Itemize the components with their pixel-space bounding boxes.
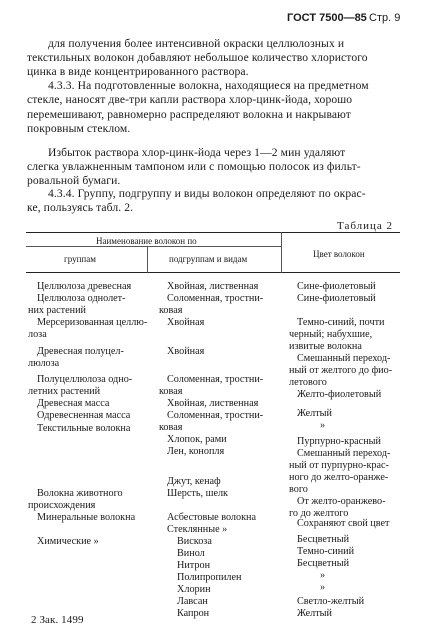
table-cell: го до желтого — [289, 508, 349, 519]
table-caption: Таблица 2 — [337, 220, 394, 232]
table-cell: Светло-желтый — [297, 596, 365, 607]
table-col-divider — [147, 246, 148, 273]
table-header-rule — [26, 272, 400, 273]
table-cell: От желто-оранжево- — [297, 496, 386, 507]
table-cell: Вискоза — [177, 536, 212, 547]
table-cell: Хлорин — [177, 584, 211, 595]
table-cell: Лен, конопля — [167, 446, 225, 457]
table-cell: ный от желтого до фио- — [289, 365, 393, 376]
text-line: Избыток раствора хлор-цинк-йода через 1—2 мин удаляют — [48, 146, 346, 159]
table-cell: Хвойная — [167, 346, 205, 357]
table-cell: Хвойная, лиственная — [167, 281, 259, 292]
table-cell: Желтый — [297, 408, 332, 419]
table-cell: Хвойная — [167, 317, 205, 328]
table-cell: летних растений — [28, 386, 101, 397]
table-cell: Сохраняют свой цвет — [297, 518, 390, 529]
table-cell: Минеральные волокна — [37, 512, 136, 523]
table-cell: них растений — [28, 305, 87, 316]
text-line: покровным стеклом. — [27, 122, 131, 135]
table-cell: Темно-синий, почти — [297, 317, 385, 328]
footer-order: 2 Зак. 1499 — [31, 614, 84, 626]
table-cell: Лавсан — [177, 596, 208, 607]
table-cell: Шерсть, шелк — [167, 488, 229, 499]
table-cell: Джут, кенаф — [167, 476, 221, 487]
table-cell: Сине-фиолетовый — [297, 281, 376, 292]
text-line: перемешивают, равномерно распределяют волокна и накрывают — [27, 108, 351, 121]
table-cell: люлоза — [28, 358, 60, 369]
table-cell: Желтый — [297, 608, 332, 619]
table-cell: Темно-синий — [297, 546, 355, 557]
table-cell: Мерсеризованная целлю- — [37, 317, 148, 328]
table-header-group: Наименование волокон по — [96, 236, 197, 246]
table-cell: ковая — [159, 305, 183, 316]
table-cell: ковая — [159, 422, 183, 433]
text-line: ке, пользуясь табл. 2. — [27, 201, 134, 214]
table-cell: » — [320, 570, 326, 581]
table-top-rule — [26, 232, 400, 233]
table-cell: Винол — [177, 548, 205, 559]
table-cell: Древесная полуцел- — [37, 346, 124, 357]
table-cell: Полуцеллюлоза одно- — [37, 374, 133, 385]
table-cell: летового — [289, 377, 327, 388]
table-cell: Бесцветный — [297, 534, 350, 545]
table-cell: ного до желто-оранже- — [289, 472, 389, 483]
table-cell: » — [320, 420, 326, 431]
table-cell: » — [320, 582, 326, 593]
table-cell: ный от пурпурно-крас- — [289, 460, 389, 471]
table-cell: Стеклянные » — [167, 524, 228, 535]
table-cell: Соломенная, тростни- — [167, 374, 264, 385]
table-cell: Сине-фиолетовый — [297, 293, 376, 304]
table-cell: Древесная масса — [37, 398, 110, 409]
table-header-subgroups: подгруппам и видам — [169, 254, 248, 264]
table-cell: Смешанный переход- — [297, 353, 391, 364]
table-cell: Желто-фиолетовый — [297, 389, 382, 400]
standard-number: ГОСТ 7500—85 — [287, 12, 367, 24]
table-cell: происхождения — [28, 500, 96, 511]
table-cell: Хлопок, рами — [167, 434, 227, 445]
table-cell: черный; набухшие, — [289, 329, 373, 340]
table-cell: Одревесненная масса — [37, 410, 131, 421]
table-cell: Соломенная, тростни- — [167, 410, 264, 421]
text-line: 4.3.4. Группу, подгруппу и виды волокон определяют по окрас- — [48, 187, 366, 200]
text-line: для получения более интенсивной окраски целлюлозных и — [48, 37, 345, 50]
table-cell: лоза — [28, 329, 47, 340]
table-cell: Химические » — [37, 536, 99, 547]
table-cell: Смешанный переход- — [297, 448, 391, 459]
page-number: Стр. 9 — [369, 12, 401, 24]
text-line: цинка в виде концентрированного раствора. — [27, 65, 249, 78]
table-cell: Бесцветный — [297, 558, 350, 569]
table-col-divider — [281, 232, 282, 273]
table-cell: Соломенная, тростни- — [167, 293, 264, 304]
table-header-groups: группам — [64, 254, 96, 264]
table-cell: Волокна животного — [37, 488, 123, 499]
text-line: 4.3.3. На подготовленные волокна, находящиеся на предметном — [48, 79, 369, 92]
text-line: слегка увлажненным тампоном или с помощью полосок из фильт- — [27, 160, 361, 173]
table-group-rule — [26, 246, 281, 247]
table-cell: вого — [289, 484, 308, 495]
table-cell: извитые волокна — [289, 341, 362, 352]
table-cell: Целлюлоза древесная — [37, 281, 132, 292]
table-cell: ковая — [159, 386, 183, 397]
table-header-color: Цвет волокон — [313, 249, 365, 259]
table-cell: Полипропилен — [177, 572, 242, 583]
table-cell: Хвойная, лиственная — [167, 398, 259, 409]
table-cell: Текстильные волокна — [37, 423, 131, 434]
text-line: ровальной бумаги. — [27, 174, 121, 187]
table-cell: Капрон — [177, 608, 210, 619]
table-cell: Нитрон — [177, 560, 211, 571]
table-cell: Целлюлоза однолет- — [37, 293, 126, 304]
text-line: стекле, наносят две-три капли раствора хлор-цинк-йода, хорошо — [27, 93, 353, 106]
text-line: текстильных волокон добавляют небольшое количество хлористого — [27, 51, 368, 64]
table-cell: Пурпурно-красный — [297, 436, 381, 447]
table-cell: Асбестовые волокна — [167, 512, 257, 523]
